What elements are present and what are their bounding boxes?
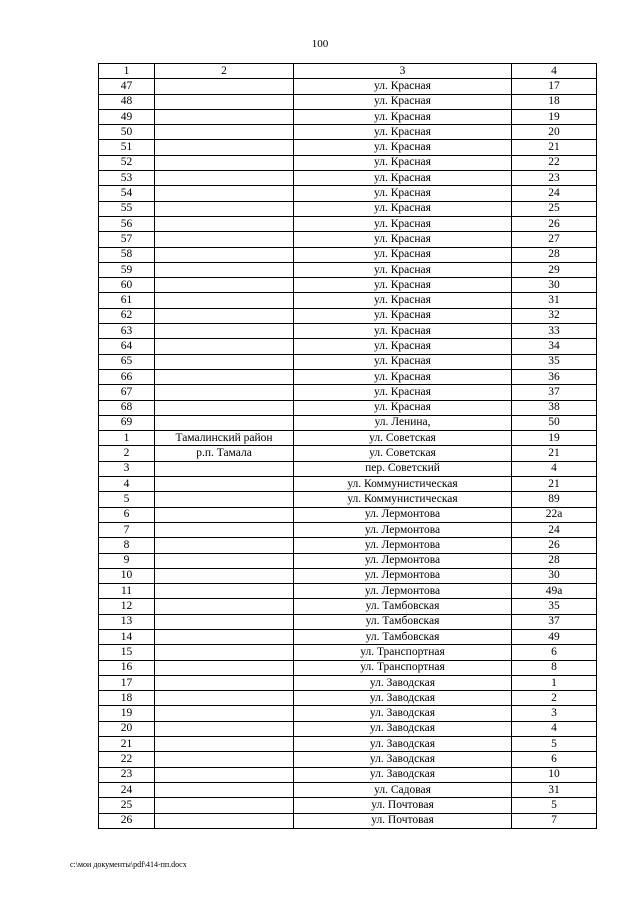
table-row xyxy=(99,645,597,660)
table-row xyxy=(99,155,597,170)
district-cell xyxy=(155,553,294,568)
street-cell: пер. Советский xyxy=(294,461,512,476)
district-cell xyxy=(155,308,294,323)
street-cell: ул. Садовая xyxy=(294,782,512,797)
street-cell: ул. Красная xyxy=(294,94,512,109)
house-number-cell: 49 xyxy=(512,629,597,644)
street-cell: ул. Красная xyxy=(294,171,512,186)
row-number-cell: 3 xyxy=(99,461,155,476)
house-number-cell: 18 xyxy=(512,94,597,109)
street-cell: ул. Красная xyxy=(294,262,512,277)
row-number-cell: 21 xyxy=(99,737,155,752)
district-cell xyxy=(155,782,294,797)
house-number-cell: 26 xyxy=(512,538,597,553)
house-number-cell: 37 xyxy=(512,614,597,629)
house-number-cell: 21 xyxy=(512,446,597,461)
table-row xyxy=(99,415,597,430)
district-cell xyxy=(155,232,294,247)
table-row xyxy=(99,568,597,583)
row-number-cell: 57 xyxy=(99,232,155,247)
street-cell: ул. Красная xyxy=(294,278,512,293)
header-cell-2: 2 xyxy=(155,64,294,79)
table-row xyxy=(99,599,597,614)
row-number-cell: 13 xyxy=(99,614,155,629)
row-number-cell: 16 xyxy=(99,660,155,675)
street-cell: ул. Красная xyxy=(294,339,512,354)
row-number-cell: 15 xyxy=(99,645,155,660)
district-cell xyxy=(155,125,294,140)
house-number-cell: 30 xyxy=(512,568,597,583)
table-row xyxy=(99,721,597,736)
district-cell xyxy=(155,645,294,660)
street-cell: ул. Заводская xyxy=(294,675,512,690)
district-cell xyxy=(155,538,294,553)
street-cell: ул. Лермонтова xyxy=(294,553,512,568)
house-number-cell: 33 xyxy=(512,324,597,339)
street-cell: ул. Коммунистическая xyxy=(294,477,512,492)
district-cell: р.п. Тамала xyxy=(155,446,294,461)
page-number: 100 xyxy=(311,38,329,50)
district-cell xyxy=(155,706,294,721)
street-cell: ул. Лермонтова xyxy=(294,522,512,537)
street-cell: ул. Заводская xyxy=(294,691,512,706)
district-cell xyxy=(155,813,294,828)
district-cell xyxy=(155,614,294,629)
row-number-cell: 53 xyxy=(99,171,155,186)
house-number-cell: 23 xyxy=(512,171,597,186)
house-number-cell: 26 xyxy=(512,216,597,231)
district-cell xyxy=(155,400,294,415)
street-cell: ул. Красная xyxy=(294,247,512,262)
row-number-cell: 11 xyxy=(99,584,155,599)
table-row xyxy=(99,293,597,308)
house-number-cell: 6 xyxy=(512,645,597,660)
row-number-cell: 7 xyxy=(99,522,155,537)
table-row xyxy=(99,140,597,155)
district-cell xyxy=(155,201,294,216)
house-number-cell: 7 xyxy=(512,813,597,828)
house-number-cell: 34 xyxy=(512,339,597,354)
district-cell xyxy=(155,691,294,706)
house-number-cell: 2 xyxy=(512,691,597,706)
table-row xyxy=(99,186,597,201)
street-cell: ул. Красная xyxy=(294,385,512,400)
table-row xyxy=(99,232,597,247)
street-cell: ул. Тамбовская xyxy=(294,614,512,629)
street-cell: ул. Красная xyxy=(294,186,512,201)
street-cell: ул. Тамбовская xyxy=(294,629,512,644)
street-cell: ул. Лермонтова xyxy=(294,584,512,599)
table-row xyxy=(99,125,597,140)
table-row xyxy=(99,553,597,568)
house-number-cell: 28 xyxy=(512,553,597,568)
street-cell: ул. Тамбовская xyxy=(294,599,512,614)
header-row xyxy=(99,64,597,79)
row-number-cell: 20 xyxy=(99,721,155,736)
street-cell: ул. Лермонтова xyxy=(294,507,512,522)
table-row xyxy=(99,584,597,599)
house-number-cell: 21 xyxy=(512,140,597,155)
row-number-cell: 9 xyxy=(99,553,155,568)
district-cell xyxy=(155,752,294,767)
house-number-cell: 4 xyxy=(512,461,597,476)
table-row xyxy=(99,492,597,507)
street-cell: ул. Красная xyxy=(294,400,512,415)
address-table xyxy=(98,63,597,829)
row-number-cell: 14 xyxy=(99,629,155,644)
street-cell: ул. Красная xyxy=(294,155,512,170)
house-number-cell: 19 xyxy=(512,109,597,124)
district-cell xyxy=(155,369,294,384)
table-row xyxy=(99,216,597,231)
district-cell: Тамалинский район xyxy=(155,431,294,446)
row-number-cell: 68 xyxy=(99,400,155,415)
row-number-cell: 47 xyxy=(99,79,155,94)
district-cell xyxy=(155,798,294,813)
table-row xyxy=(99,385,597,400)
row-number-cell: 5 xyxy=(99,492,155,507)
district-cell xyxy=(155,461,294,476)
row-number-cell: 61 xyxy=(99,293,155,308)
street-cell: ул. Красная xyxy=(294,216,512,231)
row-number-cell: 67 xyxy=(99,385,155,400)
row-number-cell: 49 xyxy=(99,109,155,124)
district-cell xyxy=(155,385,294,400)
street-cell: ул. Красная xyxy=(294,79,512,94)
district-cell xyxy=(155,599,294,614)
district-cell xyxy=(155,171,294,186)
house-number-cell: 50 xyxy=(512,415,597,430)
street-cell: ул. Лермонтова xyxy=(294,568,512,583)
row-number-cell: 4 xyxy=(99,477,155,492)
row-number-cell: 10 xyxy=(99,568,155,583)
table-row xyxy=(99,339,597,354)
house-number-cell: 31 xyxy=(512,782,597,797)
district-cell xyxy=(155,79,294,94)
row-number-cell: 26 xyxy=(99,813,155,828)
street-cell: ул. Заводская xyxy=(294,752,512,767)
district-cell xyxy=(155,155,294,170)
district-cell xyxy=(155,216,294,231)
table-row xyxy=(99,262,597,277)
table-row xyxy=(99,782,597,797)
house-number-cell: 30 xyxy=(512,278,597,293)
street-cell: ул. Заводская xyxy=(294,721,512,736)
district-cell xyxy=(155,721,294,736)
table-row xyxy=(99,507,597,522)
house-number-cell: 5 xyxy=(512,737,597,752)
row-number-cell: 22 xyxy=(99,752,155,767)
street-cell: ул. Заводская xyxy=(294,737,512,752)
district-cell xyxy=(155,522,294,537)
table-row xyxy=(99,538,597,553)
table-row xyxy=(99,201,597,216)
table-row xyxy=(99,400,597,415)
house-number-cell: 25 xyxy=(512,201,597,216)
street-cell: ул. Ленина, xyxy=(294,415,512,430)
house-number-cell: 10 xyxy=(512,767,597,782)
house-number-cell: 5 xyxy=(512,798,597,813)
table-row xyxy=(99,614,597,629)
street-cell: ул. Почтовая xyxy=(294,813,512,828)
street-cell: ул. Коммунистическая xyxy=(294,492,512,507)
district-cell xyxy=(155,339,294,354)
house-number-cell: 6 xyxy=(512,752,597,767)
table-row xyxy=(99,737,597,752)
row-number-cell: 18 xyxy=(99,691,155,706)
table-row xyxy=(99,446,597,461)
house-number-cell: 37 xyxy=(512,385,597,400)
table-row xyxy=(99,247,597,262)
district-cell xyxy=(155,492,294,507)
row-number-cell: 69 xyxy=(99,415,155,430)
table-row xyxy=(99,522,597,537)
street-cell: ул. Красная xyxy=(294,369,512,384)
street-cell: ул. Заводская xyxy=(294,767,512,782)
row-number-cell: 12 xyxy=(99,599,155,614)
district-cell xyxy=(155,629,294,644)
table-row xyxy=(99,691,597,706)
table-row xyxy=(99,94,597,109)
district-cell xyxy=(155,477,294,492)
table-row xyxy=(99,706,597,721)
district-cell xyxy=(155,247,294,262)
row-number-cell: 60 xyxy=(99,278,155,293)
district-cell xyxy=(155,140,294,155)
district-cell xyxy=(155,568,294,583)
house-number-cell: 24 xyxy=(512,522,597,537)
street-cell: ул. Красная xyxy=(294,109,512,124)
street-cell: ул. Красная xyxy=(294,232,512,247)
table-row xyxy=(99,477,597,492)
table-row xyxy=(99,171,597,186)
table-row xyxy=(99,798,597,813)
district-cell xyxy=(155,324,294,339)
district-cell xyxy=(155,354,294,369)
district-cell xyxy=(155,737,294,752)
table-row xyxy=(99,109,597,124)
table-row xyxy=(99,752,597,767)
district-cell xyxy=(155,109,294,124)
table-row xyxy=(99,675,597,690)
street-cell: ул. Почтовая xyxy=(294,798,512,813)
row-number-cell: 1 xyxy=(99,431,155,446)
district-cell xyxy=(155,584,294,599)
row-number-cell: 56 xyxy=(99,216,155,231)
house-number-cell: 36 xyxy=(512,369,597,384)
row-number-cell: 24 xyxy=(99,782,155,797)
house-number-cell: 22а xyxy=(512,507,597,522)
district-cell xyxy=(155,415,294,430)
district-cell xyxy=(155,186,294,201)
row-number-cell: 55 xyxy=(99,201,155,216)
street-cell: ул. Красная xyxy=(294,324,512,339)
house-number-cell: 31 xyxy=(512,293,597,308)
street-cell: ул. Красная xyxy=(294,354,512,369)
street-cell: ул. Заводская xyxy=(294,706,512,721)
house-number-cell: 19 xyxy=(512,431,597,446)
row-number-cell: 64 xyxy=(99,339,155,354)
row-number-cell: 59 xyxy=(99,262,155,277)
house-number-cell: 24 xyxy=(512,186,597,201)
row-number-cell: 54 xyxy=(99,186,155,201)
table-row xyxy=(99,354,597,369)
house-number-cell: 89 xyxy=(512,492,597,507)
table-row xyxy=(99,308,597,323)
row-number-cell: 51 xyxy=(99,140,155,155)
row-number-cell: 66 xyxy=(99,369,155,384)
table-row xyxy=(99,369,597,384)
house-number-cell: 1 xyxy=(512,675,597,690)
row-number-cell: 50 xyxy=(99,125,155,140)
district-cell xyxy=(155,278,294,293)
row-number-cell: 52 xyxy=(99,155,155,170)
street-cell: ул. Транспортная xyxy=(294,660,512,675)
street-cell: ул. Красная xyxy=(294,308,512,323)
table-row xyxy=(99,324,597,339)
header-cell-3: 3 xyxy=(294,64,512,79)
row-number-cell: 19 xyxy=(99,706,155,721)
header-cell-4: 4 xyxy=(512,64,597,79)
row-number-cell: 17 xyxy=(99,675,155,690)
district-cell xyxy=(155,262,294,277)
street-cell: ул. Красная xyxy=(294,125,512,140)
house-number-cell: 22 xyxy=(512,155,597,170)
district-cell xyxy=(155,767,294,782)
district-cell xyxy=(155,94,294,109)
house-number-cell: 35 xyxy=(512,354,597,369)
house-number-cell: 28 xyxy=(512,247,597,262)
house-number-cell: 8 xyxy=(512,660,597,675)
house-number-cell: 4 xyxy=(512,721,597,736)
header-cell-1: 1 xyxy=(99,64,155,79)
district-cell xyxy=(155,293,294,308)
table-row xyxy=(99,629,597,644)
street-cell: ул. Красная xyxy=(294,140,512,155)
table-row xyxy=(99,660,597,675)
footer-file-path: c:\мои документы\pdf\414-пп.docx xyxy=(70,860,187,869)
row-number-cell: 65 xyxy=(99,354,155,369)
street-cell: ул. Красная xyxy=(294,293,512,308)
row-number-cell: 48 xyxy=(99,94,155,109)
house-number-cell: 29 xyxy=(512,262,597,277)
street-cell: ул. Красная xyxy=(294,201,512,216)
table-row xyxy=(99,431,597,446)
row-number-cell: 62 xyxy=(99,308,155,323)
table-row xyxy=(99,767,597,782)
house-number-cell: 32 xyxy=(512,308,597,323)
street-cell: ул. Транспортная xyxy=(294,645,512,660)
table-row xyxy=(99,79,597,94)
house-number-cell: 38 xyxy=(512,400,597,415)
street-cell: ул. Советская xyxy=(294,431,512,446)
row-number-cell: 2 xyxy=(99,446,155,461)
row-number-cell: 58 xyxy=(99,247,155,262)
house-number-cell: 3 xyxy=(512,706,597,721)
street-cell: ул. Советская xyxy=(294,446,512,461)
house-number-cell: 49а xyxy=(512,584,597,599)
table-row xyxy=(99,278,597,293)
district-cell xyxy=(155,507,294,522)
row-number-cell: 6 xyxy=(99,507,155,522)
row-number-cell: 25 xyxy=(99,798,155,813)
house-number-cell: 35 xyxy=(512,599,597,614)
district-cell xyxy=(155,660,294,675)
street-cell: ул. Лермонтова xyxy=(294,538,512,553)
row-number-cell: 8 xyxy=(99,538,155,553)
house-number-cell: 21 xyxy=(512,477,597,492)
row-number-cell: 23 xyxy=(99,767,155,782)
house-number-cell: 27 xyxy=(512,232,597,247)
table-row xyxy=(99,461,597,476)
house-number-cell: 17 xyxy=(512,79,597,94)
table-row xyxy=(99,813,597,828)
row-number-cell: 63 xyxy=(99,324,155,339)
house-number-cell: 20 xyxy=(512,125,597,140)
district-cell xyxy=(155,675,294,690)
